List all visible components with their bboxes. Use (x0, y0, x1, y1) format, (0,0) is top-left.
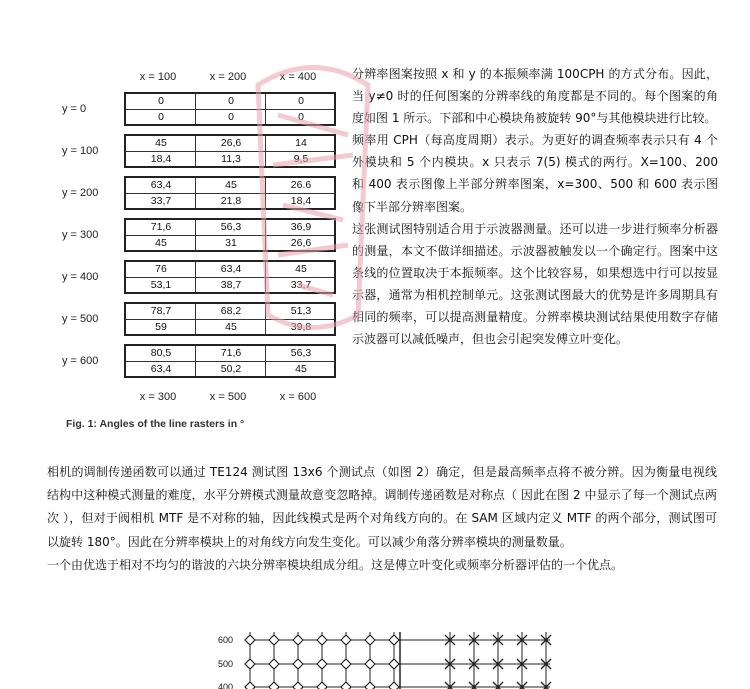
table-cell: 18,4 (290, 195, 312, 207)
table-cell: 80,5 (150, 347, 172, 359)
table-cell: 45 (225, 179, 237, 191)
table-cell: 0 (228, 111, 234, 123)
table-cell: 45 (295, 263, 307, 275)
table-cell: 18,4 (150, 153, 172, 165)
value-group (124, 260, 336, 294)
table-cell: 78,7 (150, 305, 172, 317)
table-cell: 0 (228, 95, 234, 107)
value-group (124, 218, 336, 252)
table-cell: 45 (155, 137, 167, 149)
test-point-diamond (269, 682, 279, 689)
figure-caption: Fig. 1: Angles of the line rasters in ° (66, 418, 245, 430)
table-cell: 11,3 (221, 153, 241, 165)
test-point-diamond (389, 635, 399, 645)
test-point-diamond (293, 682, 303, 689)
table-cell: 26,6 (290, 237, 312, 249)
row-label: y = 0 (62, 103, 87, 115)
table-cell: 21,8 (220, 195, 242, 207)
table-cell: 14 (295, 137, 307, 149)
value-group (124, 344, 336, 378)
test-point-diamond (245, 659, 255, 669)
table-cell: 38,7 (220, 279, 242, 291)
mtf-grid-graphic (210, 632, 570, 689)
table-cell: 50,2 (220, 363, 242, 375)
value-group (124, 134, 336, 168)
table-cell: 0 (158, 95, 164, 107)
table-cell: 31 (225, 237, 237, 249)
table-cell: 63,4 (150, 363, 172, 375)
row-label: y = 200 (62, 187, 99, 199)
figure-2-mtf-grid (210, 632, 570, 689)
table-cell: 0 (298, 95, 304, 107)
test-point-diamond (341, 659, 351, 669)
table-cell: 9,5 (293, 153, 309, 165)
test-point-diamond (317, 635, 327, 645)
value-group (124, 92, 336, 126)
test-point-diamond (293, 635, 303, 645)
table-cell: 45 (225, 321, 237, 333)
column-header: x = 300 (139, 391, 177, 403)
y-tick-label: 400 (218, 682, 234, 689)
test-point-diamond (341, 682, 351, 689)
paragraph: 相机的调制传递函数可以通过 TE124 测试图 13x6 个测试点（如图 2）确定，但是最高频率点将不被分辨。因为衡量电视线结构中这种模式测量的难度，水平分辨模式测量故意变忽略掉。调制传递函数是对称点（ 因此在图 2 中显示了每一个测试点两次 ），但对于阀相机 MTF 是不对称的轴，因此线模式是两个对角线方向的。在 SAM 区域内定义 MTF 的两个部分，测试图可以旋转 180°。因此在分辨率模块上的对角线方向发生变化。可以减少角落分辨率模块的测量数量。 (47, 465, 717, 549)
value-group (124, 302, 336, 336)
row-label: y = 300 (62, 229, 99, 241)
table-cell: 36,9 (290, 221, 312, 233)
table-cell: 68,2 (220, 305, 242, 317)
y-tick-label: 500 (218, 659, 234, 669)
right-column-text (352, 63, 718, 350)
row-label: y = 100 (62, 145, 99, 157)
test-point-diamond (389, 659, 399, 669)
table-cell: 71,6 (220, 347, 242, 359)
column-header: x = 500 (209, 391, 247, 403)
row-label: y = 600 (62, 355, 99, 367)
table-cell: 59 (155, 321, 167, 333)
table-cell: 76 (155, 263, 167, 275)
test-point-diamond (341, 635, 351, 645)
table-cell: 0 (158, 111, 164, 123)
test-point-diamond (269, 659, 279, 669)
column-header: x = 600 (279, 391, 317, 403)
value-group (124, 176, 336, 210)
test-point-diamond (389, 682, 399, 689)
table-cell: 63,4 (150, 179, 172, 191)
full-width-text (47, 461, 717, 577)
paragraph: 这张测试图特别适合用于示波器测量。还可以进一步进行频率分析器的测量，本文不做详细描述。示波器被触发以一个确定行。图案中这条线的位置取决于本振频率。这个比较容易，如果想选中行可以按显示器，通常为相机控制单元。这张测试图最大的优势是许多周期具有相同的频率，可以提高测量精度。分辨率模块测试结果使用数字存储示波器可以减低噪声，但也会引起突发傅立叶变化。 (352, 221, 718, 347)
column-header: x = 400 (279, 71, 317, 83)
table-cell: 63,4 (220, 263, 242, 275)
table-cell: 51,3 (290, 305, 312, 317)
paragraph: 一个由优选于相对不均匀的谐波的六块分辨率模块组成分组。这是傅立叶变化或频率分析器评估的一个优点。 (47, 557, 624, 572)
table-cell: 39,8 (290, 321, 312, 333)
test-point-diamond (365, 635, 375, 645)
test-point-diamond (245, 635, 255, 645)
test-point-diamond (269, 635, 279, 645)
column-header: x = 200 (209, 71, 247, 83)
y-tick-label: 600 (218, 635, 234, 645)
row-label: y = 500 (62, 313, 99, 325)
test-point-diamond (317, 682, 327, 689)
table-cell: 33,7 (290, 279, 312, 291)
table-cell: 26,6 (220, 137, 242, 149)
table-cell: 45 (155, 237, 167, 249)
table-cell: 26.6 (290, 179, 312, 191)
paragraph: 分辨率图案按照 x 和 y 的本振频率满 100CPH 的方式分布。因此，当 y≠0 时的任何图案的分辨率线的角度都是不同的。每个图案的角度如图 1 所示。下部和中心模块角被旋转 90°与其他模块进行比较。 (352, 67, 718, 126)
column-header: x = 100 (139, 71, 177, 83)
table-cell: 56,3 (290, 347, 312, 359)
test-point-diamond (365, 682, 375, 689)
test-point-diamond (365, 659, 375, 669)
table-cell: 53,1 (150, 279, 172, 291)
table-cell: 45 (295, 363, 307, 375)
table-cell: 0 (298, 111, 304, 123)
paragraph: 频率用 CPH（每高度周期）表示。为更好的调查频率表示只有 4 个外模块和 5 个内模块。x 只表示 7(5) 模式的两行。X=100、200 和 400 表示图像上半部分辨率图案，x=300、500 和 600 表示图像下半部分辨率图案。 (352, 133, 718, 214)
test-point-diamond (293, 659, 303, 669)
row-label: y = 400 (62, 271, 99, 283)
table-cell: 33,7 (150, 195, 172, 207)
table-cell: 71,6 (150, 221, 172, 233)
test-point-diamond (317, 659, 327, 669)
table-cell: 56,3 (220, 221, 242, 233)
test-point-diamond (245, 682, 255, 689)
